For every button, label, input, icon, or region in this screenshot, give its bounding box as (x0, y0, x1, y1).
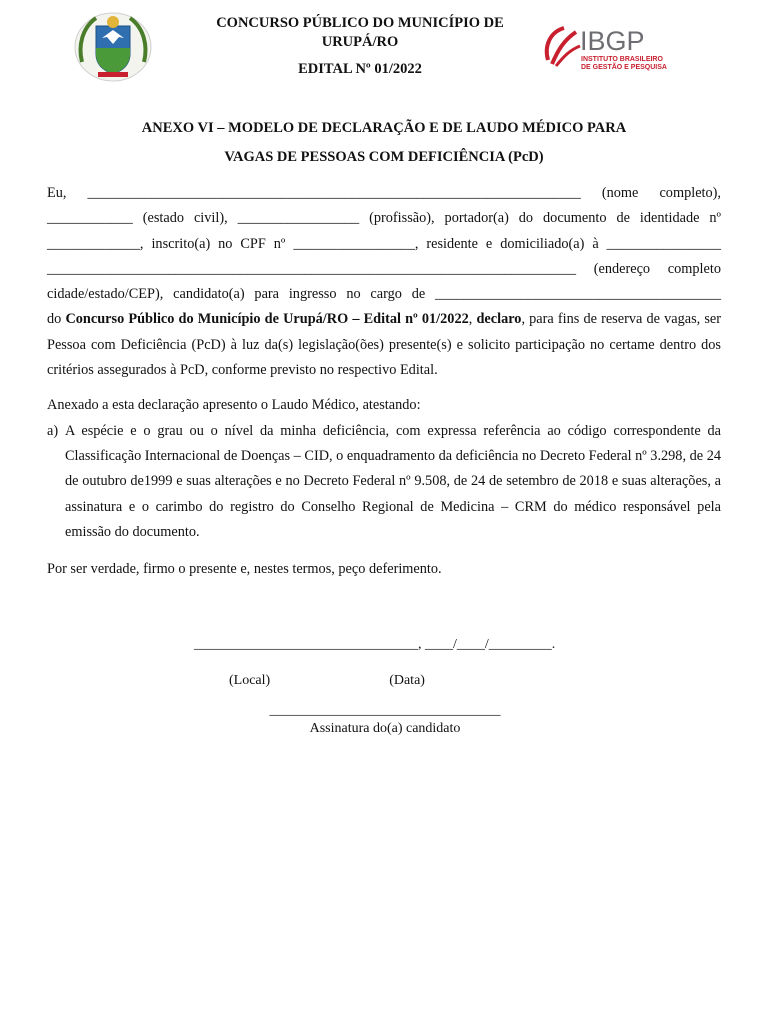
declaration-declaro: declaro (476, 311, 522, 328)
logo-text: IBGP (580, 26, 645, 56)
signature-line: _________________________________ (269, 703, 501, 718)
header-line2: URUPÁ/RO (321, 34, 399, 50)
declaration-paragraph (47, 307, 721, 383)
ibgp-logo-icon (542, 22, 667, 72)
declaration-mid: , (468, 311, 477, 328)
signature-label: Assinatura do(a) candidato (309, 721, 461, 736)
list-marker: a) (47, 422, 59, 439)
annex-title-line1: ANEXO VI – MODELO DE DECLARAÇÃO E DE LAUDO MÉDICO PARA (141, 120, 627, 136)
annex-intro: Anexado a esta declaração apresento o Laudo Médico, atestando: (47, 397, 421, 414)
declaration-line-2: ____________ (estado civil), _________________ (profissão), portador(a) do documento de identidade nº (47, 210, 721, 227)
municipal-crest-icon (72, 10, 154, 84)
declaration-body (47, 181, 721, 582)
declaration-rest: , para fins de reserva de vagas, ser Pessoa com Deficiência (PcD) à luz da(s) legislação(ões) presente(s) e solicito participação no certame dentro dos critérios assegurados à PcD, conforme previsto no respectivo Edital. (47, 311, 722, 379)
signature-block (240, 702, 530, 738)
edital-number: EDITAL Nº 01/2022 (298, 61, 422, 77)
list-item (47, 419, 721, 545)
list-item-text: A espécie e o grau ou o nível da minha deficiência, com expressa referência ao código correspondente da Classificação Internacional de Doenças – CID, o enquadramento da deficiência no Decreto Federal nº 3.298, de 24 de outubro de1999 e suas alterações e no Decreto Federal nº 9.508, de 24 de setembro de 2018 e suas alterações, a assinatura e o carimbo do registro do Conselho Regional de Medicina – CRM do médico responsável pela emissão do documento. (65, 422, 721, 540)
declaration-line-5: cidade/estado/CEP), candidato(a) para ingresso no cargo de ________________________________________ (47, 286, 721, 303)
header-line1: CONCURSO PÚBLICO DO MUNICÍPIO DE (216, 15, 504, 31)
header-title (180, 14, 540, 79)
declaration-pre: do (47, 311, 66, 328)
declaration-line-4: __________________________________________________________________________ (endereço completo (47, 260, 721, 277)
annex-title-line2: VAGAS DE PESSOAS COM DEFICIÊNCIA (PcD) (224, 149, 544, 165)
declaration-line-1: Eu, _____________________________________________________________________ (nome completo), (47, 185, 721, 201)
place-date-line: ________________________________, ____/____/_________. (194, 637, 556, 652)
place-date-labels: (Local) (Data) (180, 673, 425, 688)
declaration-line-3: _____________, inscrito(a) no CPF nº _________________, residente e domiciliado(a) à ________________ (47, 235, 721, 252)
closing-text: Por ser verdade, firmo o presente e, nestes termos, peço deferimento. (47, 561, 442, 578)
logo-subtitle-2: DE GESTÃO E PESQUISA (581, 64, 667, 71)
logo-subtitle-1: INSTITUTO BRASILEIRO (581, 56, 663, 63)
declaration-contest-name: Concurso Público do Município de Urupá/RO – Edital nº 01/2022 (65, 311, 469, 328)
annex-title (60, 114, 708, 172)
